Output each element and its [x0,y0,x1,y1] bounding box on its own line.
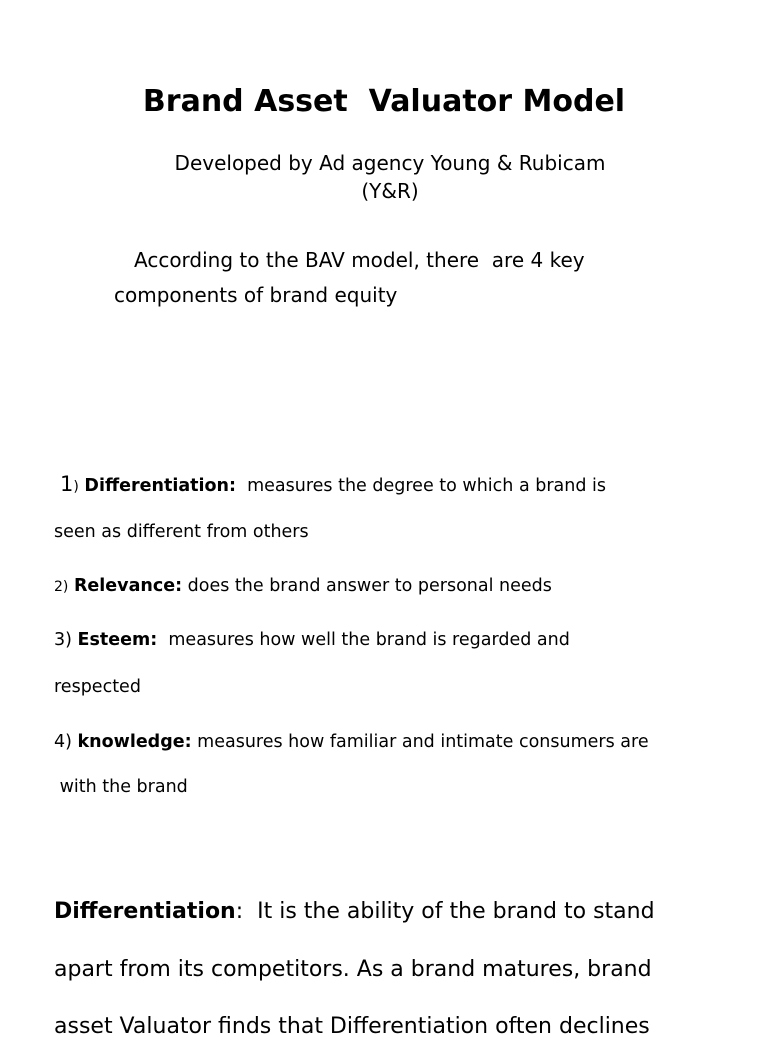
list-item-differentiation [60,472,606,496]
subtitle-line-1: Developed by Ad agency Young & Rubicam [174,151,606,175]
paragraph-line-1-rest: : It is the ability of the brand to stand [235,899,655,924]
list-item-knowledge [54,732,649,752]
item-term: Esteem: [77,630,158,650]
item-number: 1 [60,472,74,496]
intro-line-2: components of brand equity [114,283,398,307]
paragraph-line-3: asset Valuator finds that Differentiation often declines [54,1014,650,1039]
paragraph-term: Differentiation [54,899,236,924]
item-number: 4) [54,732,78,752]
item-number-suffix: ) [73,479,79,495]
paragraph-line-2: apart from its competitors. As a brand matures, brand [54,957,652,982]
item-number: 2) [54,579,69,595]
intro-line-1: According to the BAV model, there are 4 key [134,248,585,272]
list-item-differentiation-continued: seen as different from others [54,522,309,542]
item-description: does the brand answer to personal needs [182,576,552,596]
item-number: 3) [54,630,78,650]
item-description: measures how well the brand is regarded and [157,630,570,650]
list-item-esteem [54,630,570,650]
list-item-relevance [54,576,552,596]
item-term: Relevance: [73,576,183,596]
item-description: measures how familiar and intimate consumers are [191,732,649,752]
item-term: knowledge: [77,732,192,752]
list-item-knowledge-continued: with the brand [54,777,188,797]
item-term: Differentiation: [84,476,236,496]
item-description: measures the degree to which a brand is [235,476,606,496]
list-item-esteem-continued: respected [54,677,141,697]
paragraph-line-1 [54,899,655,924]
page-title: Brand Asset Valuator Model [142,84,626,119]
subtitle-line-2: (Y&R) [361,179,419,203]
